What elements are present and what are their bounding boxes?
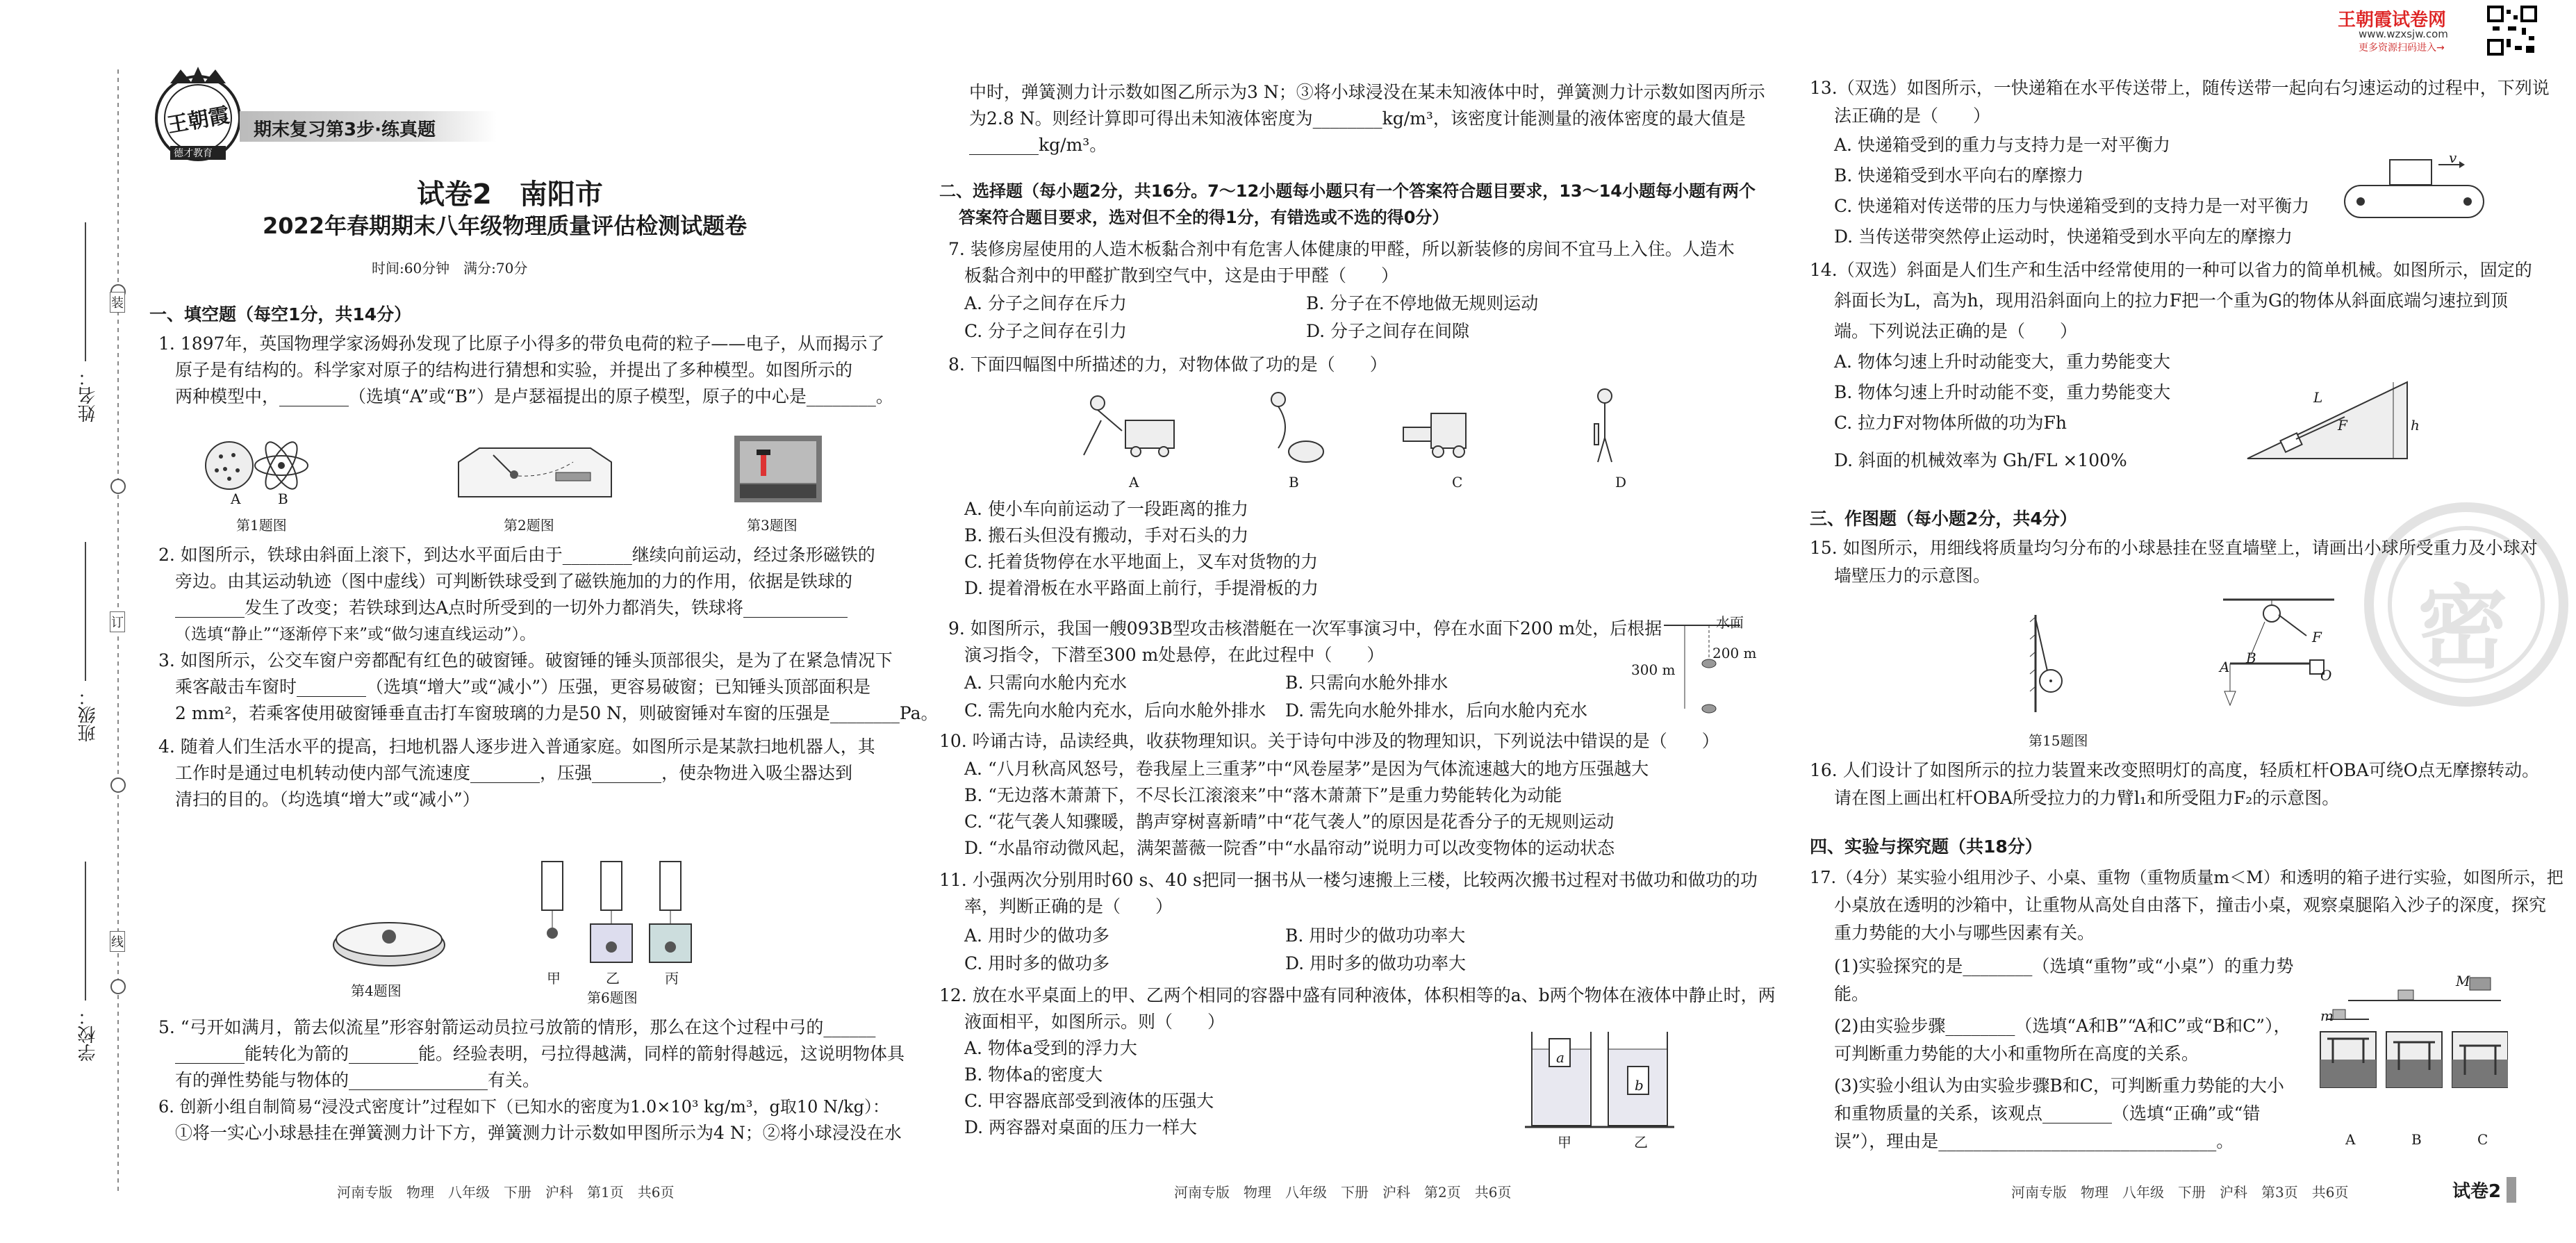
q12-line-1: 12. 放在水平桌面上的甲、乙两个相同的容器中盛有同种液体，体积相等的a、b两个物体在液体中静止时，两 [939,985,1776,1005]
q5-line-2: ________能转化为箭的________能。经验表明，弓拉得越满，同样的箭射得越远，这说明物体具 [175,1044,905,1064]
q7-option-c[interactable]: C. 分子之间存在引力 [964,321,1128,341]
fig-q14-incline [2240,361,2421,466]
q8-stem: 8. 下面四幅图中所描述的力，对物体做了功的是（ ） [948,354,1387,374]
q8-option-b[interactable]: B. 搬石头但没有搬动，手对石头的力 [964,525,1249,545]
fig-q16-point-a: A [2220,659,2230,675]
q13-option-c[interactable]: C. 快递箱对传送带的压力与快递箱受到的支持力是一对平衡力 [1834,196,2310,216]
fig-q6-spring-scales [528,858,709,976]
q9-option-b[interactable]: B. 只需向水舱外排水 [1285,673,1448,693]
q15-line-2: 墙壁压力的示意图。 [1834,566,1991,586]
fig-q3-caption: 第3题图 [747,517,798,534]
seal-watermark-text: 密 [2418,575,2509,681]
q3-line-2: 乘客敲击车窗时________（选填“增大”或“减小”）压强，更容易破窗；已知锤头顶部面积是 [175,677,871,697]
q14-option-a[interactable]: A. 物体匀速上升时动能变大，重力势能变大 [1834,352,2170,372]
q12-option-d[interactable]: D. 两容器对桌面的压力一样大 [964,1117,1198,1137]
exam-banner-text: 期末复习第3步·练真题 [254,120,436,140]
q14-option-b[interactable]: B. 物体匀速上升时动能不变，重力势能变大 [1834,382,2171,402]
school-field-label: 学校： [78,1007,99,1062]
section-1-title: 一、填空题（每空1分，共14分） [149,304,412,324]
q6-cont-1: 中时，弹簧测力计示数如图乙所示为3 N；③将小球浸没在某未知液体中时，弹簧测力计示数如图丙所示 [969,82,1765,102]
q14-line-1: 14.（双选）斜面是人们生产和生活中经常使用的一种可以省力的简单机械。如图所示，固定的 [1810,260,2532,280]
fig-q4-caption: 第4题图 [351,982,402,999]
fig-q6-label-bing: 丙 [665,970,679,987]
fig-q6-label-yi: 乙 [606,970,620,987]
q6-cont-3: ________kg/m³。 [969,135,1107,155]
q14-line-3: 端。下列说法正确的是（ ） [1834,321,2078,341]
fig-q12-label-jia: 甲 [1558,1134,1571,1151]
qr-code-icon[interactable] [2487,6,2537,56]
section-3-title: 三、作图题（每小题2分，共4分） [1810,509,2077,529]
footer-page-3: 河南专版 物理 八年级 下册 沪科 第3页 共6页 [2011,1184,2349,1201]
q11-line-1: 11. 小强两次分别用时60 s、40 s把同一捆书从一楼匀速搬上三楼，比较两次搬书过程对书做功和做功的功 [939,870,1758,890]
name-field-line[interactable] [85,222,86,361]
section-4-title: 四、实验与探究题（共18分） [1810,837,2042,857]
section-2-title-1: 二、选择题（每小题2分，共16分。7～12小题每小题只有一个答案符合题目要求，13～14小题每小题有两个 [939,181,1756,201]
binding-tag-2: 订 [110,611,125,632]
q4-line-1: 4. 随着人们生活水平的提高，扫地机器人逐步进入普通家庭。如图所示是某款扫地机器人，其 [158,736,875,757]
fig-q9-depth-200: 200 m [1712,645,1757,661]
name-field-label: 姓名： [78,368,99,422]
binding-tag-3: 线 [110,931,125,952]
fig-q14-force-label: F [2338,417,2347,434]
q6-line-2: ①将一实心小球悬挂在弹簧测力计下方，弹簧测力计示数如甲图所示为4 N；②将小球浸没在水 [175,1123,902,1143]
q6-line-1: 6. 创新小组自制简易“浸没式密度计”过程如下（已知水的密度为1.0×10³ kg/m³，g取10 N/kg）： [158,1097,890,1117]
fig-q15-ball-wall [2029,611,2084,716]
exam-banner [240,111,497,142]
q12-line-2: 液面相平，如图所示。则（ ） [964,1012,1225,1032]
q17-part-1-cont: 能。 [1834,984,1869,1004]
q9-line-1: 9. 如图所示，我国一艘093B型攻击核潜艇在一次军事演习中，停在水面下200 m处，后根据 [948,618,1662,639]
site-url[interactable]: www.wzxsjw.com [2359,28,2448,40]
q9-option-d[interactable]: D. 需先向水舱外排水，后向水舱内充水 [1285,700,1588,721]
q15-line-1: 15. 如图所示，用细线将质量均匀分布的小球悬挂在竖直墙壁上，请画出小球所受重力及小球对 [1810,538,2538,558]
q8-option-a[interactable]: A. 使小车向前运动了一段距离的推力 [964,499,1248,519]
fig-q17-label-a: A [2345,1131,2356,1148]
brand-name: 王朝霞 [165,103,231,138]
fig-q12-label-yi: 乙 [1634,1134,1648,1151]
fig-q16-point-o: O [2320,667,2332,684]
fig-q14-length-label: L [2313,389,2323,406]
q17-line-3: 重力势能的大小与哪些因素有关。 [1834,923,2095,943]
fig-q16-point-b: B [2246,650,2256,666]
section-2-title-2: 答案符合题目要求，选对但不全的得1分，有错选或不选的得0分） [959,208,1449,227]
q12-option-a[interactable]: A. 物体a受到的浮力大 [964,1038,1137,1058]
fig-q17-label-m-small: m [2320,1007,2334,1024]
q3-line-3: 2 mm²，若乘客使用破窗锤垂直击打车窗玻璃的力是50 N，则破窗锤对车窗的压强是________Pa。 [175,703,939,723]
q17-part-1: (1)实验探究的是________（选填“重物”或“小桌”）的重力势 [1834,956,2294,976]
fig-q8-label-a: A [1129,474,1139,491]
fig-q17-label-c: C [2477,1131,2488,1148]
paper-info: 时间:60分钟 满分:70分 [372,260,528,277]
paper-subtitle: 2022年春期期末八年级物理质量评估检测试题卷 [263,213,748,239]
school-field-line[interactable] [85,862,86,1001]
footer-page-2: 河南专版 物理 八年级 下册 沪科 第2页 共6页 [1174,1184,1512,1201]
class-field-line[interactable] [85,542,86,681]
site-logo[interactable]: 王朝霞试卷网 [2338,10,2447,31]
binding-tag-1: 装 [110,292,125,313]
q2-line-4: （选填“静止”“逐渐停下来”或“做匀速直线运动”）。 [175,625,536,643]
paper-title: 试卷2 南阳市 [417,179,603,211]
q11-option-b[interactable]: B. 用时少的做功功率大 [1285,925,1466,946]
q17-line-2: 小桌放在透明的沙箱中，让重物从高处自由落下，撞击小桌，观察桌腿陷入沙子的深度，探究 [1834,895,2547,915]
q2-line-3: ________发生了改变；若铁球到达A点时所受到的一切外力都消失，铁球将____________ [175,598,848,618]
q6-cont-2: 为2.8 N。则经计算即可得出未知液体密度为________kg/m³，该密度计能测量的液体密度的最大值是 [969,108,1746,129]
q17-part-3: (3)实验小组认为由实验步骤B和C，可判断重力势能的大小 [1834,1076,2284,1096]
q10-option-b[interactable]: B. “无边落木萧萧下，不尽长江滚滚来”中“落木萧萧下”是重力势能转化为动能 [964,785,1562,805]
q11-option-a[interactable]: A. 用时少的做功多 [964,925,1109,946]
q14-option-c[interactable]: C. 拉力F对物体所做的功为Fh [1834,413,2067,433]
fig-q8-four-scenes [1070,386,1667,469]
q7-line-1: 7. 装修房屋使用的人造木板黏合剂中有危害人体健康的甲醛，所以新装修的房间不宜马上入住。人造木 [948,239,1735,259]
q8-option-d[interactable]: D. 提着滑板在水平路面上前行，手提滑板的力 [964,578,1319,598]
q2-line-1: 2. 如图所示，铁球由斜面上滚下，到达水平面后由于________继续向前运动，经过条形磁铁的 [158,545,875,565]
q11-line-2: 率，判断正确的是（ ） [964,896,1173,916]
q1-line-2: 原子是有结构的。科学家对原子的结构进行猜想和实验，并提出了多种模型。如图所示的 [175,360,853,380]
q11-option-c[interactable]: C. 用时多的做功多 [964,953,1110,973]
fig-q8-label-c: C [1452,474,1463,491]
fig-q16-force-label: F [2312,629,2322,645]
q10-stem: 10. 吟诵古诗，品读经典，收获物理知识。关于诗句中涉及的物理知识，下列说法中错误的是（ ） [939,731,1719,751]
class-field-label: 班级： [78,688,99,742]
fig-q1-caption: 第1题图 [236,517,287,534]
q7-option-b[interactable]: B. 分子在不停地做无规则运动 [1306,293,1539,313]
q13-option-d[interactable]: D. 当传送带突然停止运动时，快递箱受到水平向左的摩擦力 [1834,227,2293,247]
fig-q14-height-label: h [2411,417,2420,434]
q10-option-d[interactable]: D. “水晶帘动微风起，满架蔷薇一院香”中“水晶帘动”说明力可以改变物体的运动状态 [964,838,1615,858]
fig-q13-velocity-label: v [2449,149,2457,166]
fig-q9-depth-300: 300 m [1631,661,1676,678]
fig-q6-caption: 第6题图 [587,989,638,1006]
q11-option-d[interactable]: D. 用时多的做功功率大 [1285,953,1467,973]
fig-q6-label-jia: 甲 [547,970,561,987]
q13-option-a[interactable]: A. 快递箱受到的重力与支持力是一对平衡力 [1834,135,2170,155]
q13-line-2: 法正确的是（ ） [1834,106,1991,126]
q2-line-2: 旁边。由其运动轨迹（图中虚线）可判断铁球受到了磁铁施加的力的作用，依据是铁球的 [175,571,853,591]
q16-line-2: 请在图上画出杠杆OBA所受拉力的力臂l₁和所受阻力F₂的示意图。 [1834,788,2340,808]
fig-q8-label-b: B [1289,474,1299,491]
q13-line-1: 13.（双选）如图所示，一快递箱在水平传送带上，随传送带一起向右匀速运动的过程中，下列说 [1810,78,2550,98]
q9-line-2: 演习指令，下潜至300 m处悬停，在此过程中（ ） [964,645,1385,665]
q5-line-3: 有的弹性势能与物体的________________有关。 [175,1070,540,1090]
fig-q17-label-b: B [2411,1131,2422,1148]
q9-option-a[interactable]: A. 只需向水舱内充水 [964,673,1127,693]
q12-option-c[interactable]: C. 甲容器底部受到液体的压强大 [964,1091,1214,1111]
q8-option-c[interactable]: C. 托着货物停在水平地面上，叉车对货物的力 [964,552,1319,572]
footer-page-1: 河南专版 物理 八年级 下册 沪科 第1页 共6页 [337,1184,675,1201]
q4-line-2: 工作时是通过电机转动使内部气流速度________，压强________，使杂物进入吸尘器达到 [175,763,853,783]
q10-option-c[interactable]: C. “花气袭人知骤暖，鹊声穿树喜新晴”中“花气袭人”的原因是花香分子的无规则运动 [964,812,1615,832]
q17-part-2-cont: 可判断重力势能的大小和重物所在高度的关系。 [1834,1044,2199,1064]
q1-line-1: 1. 1897年，英国物理学家汤姆孙发现了比原子小得多的带负电荷的粒子——电子，从而揭示了 [158,334,885,354]
q9-option-c[interactable]: C. 需先向水舱内充水，后向水舱外排水 [964,700,1266,721]
fig-q17-label-m-big: M [2456,973,2470,989]
fig-q16-lever [2209,594,2341,712]
fig-q1-label-b: B [278,491,288,507]
fig-q8-label-d: D [1615,474,1627,491]
q7-option-a[interactable]: A. 分子之间存在斥力 [964,293,1127,313]
brand-sub: 德才教育 [174,148,213,159]
fig-q12-containers [1525,1028,1678,1133]
fig-q13-conveyor [2334,149,2494,226]
fig-q1-atom-models [201,434,313,504]
q17-part-3-end: 误”），理由是________________________________。 [1834,1131,2234,1151]
q4-line-3: 清扫的目的。（均选填“增大”或“减小”） [175,789,480,809]
q3-line-1: 3. 如图所示，公交车窗户旁都配有红色的破窗锤。破窗锤的锤头顶部很尖，是为了在紧急情况下 [158,650,893,670]
q17-part-2: (2)由实验步骤________（选填“A和B”“A和C”或“B和C”）， [1834,1016,2291,1036]
q14-line-2: 斜面长为L，高为h，现用沿斜面向上的拉力F把一个重为G的物体从斜面底端匀速拉到顶 [1834,290,2509,311]
q7-line-2: 板黏合剂中的甲醛扩散到空气中，这是由于甲醛（ ） [964,265,1399,286]
q13-option-b[interactable]: B. 快递箱受到水平向右的摩擦力 [1834,165,2084,186]
fig-q12-label-b: b [1635,1077,1644,1094]
fig-q2-magnet-ramp [452,434,618,504]
fig-q4-robot-vacuum [327,903,452,973]
footer-paper-badge: 试卷2 [2452,1177,2516,1203]
fig-q3-bus-window [733,434,823,504]
q10-option-a[interactable]: A. “八月秋高风怒号，卷我屋上三重茅”中“风卷屋茅”是因为气体流速越大的地方压强越大 [964,759,1649,779]
q17-part-3-cont: 和重物质量的关系，该观点________（选填“正确”或“错 [1834,1103,2261,1123]
q14-option-d[interactable]: D. 斜面的机械效率为 Gh/FL ×100% [1834,450,2127,470]
q12-option-b[interactable]: B. 物体a的密度大 [964,1064,1103,1085]
q1-line-3: 两种模型中，________（选填“A”或“B”）是卢瑟福提出的原子模型，原子的中心是________。 [175,386,893,406]
site-slogan: 更多资源扫码进入→ [2359,42,2445,53]
q16-line-1: 16. 人们设计了如图所示的拉力装置来改变照明灯的高度，轻质杠杆OBA可绕O点无摩擦转动。 [1810,760,2540,780]
q5-line-1: 5. “弓开如满月，箭去似流星”形容射箭运动员拉弓放箭的情形，那么在这个过程中弓的______ [158,1017,876,1037]
fig-q1-label-a: A [231,491,241,507]
q17-line-1: 17.（4分）某实验小组用沙子、小桌、重物（重物质量m＜M）和透明的箱子进行实验，如图所示，把 [1810,868,2563,887]
fig-q9-surface-label: 水面 [1716,614,1744,631]
fig-q17-sandbox-apparatus [2313,969,2508,1108]
fig-q15-caption: 第15题图 [2029,732,2088,749]
q7-option-d[interactable]: D. 分子之间存在间隙 [1306,321,1470,341]
fig-q2-caption: 第2题图 [504,517,554,534]
fig-q12-label-a: a [1556,1049,1564,1066]
